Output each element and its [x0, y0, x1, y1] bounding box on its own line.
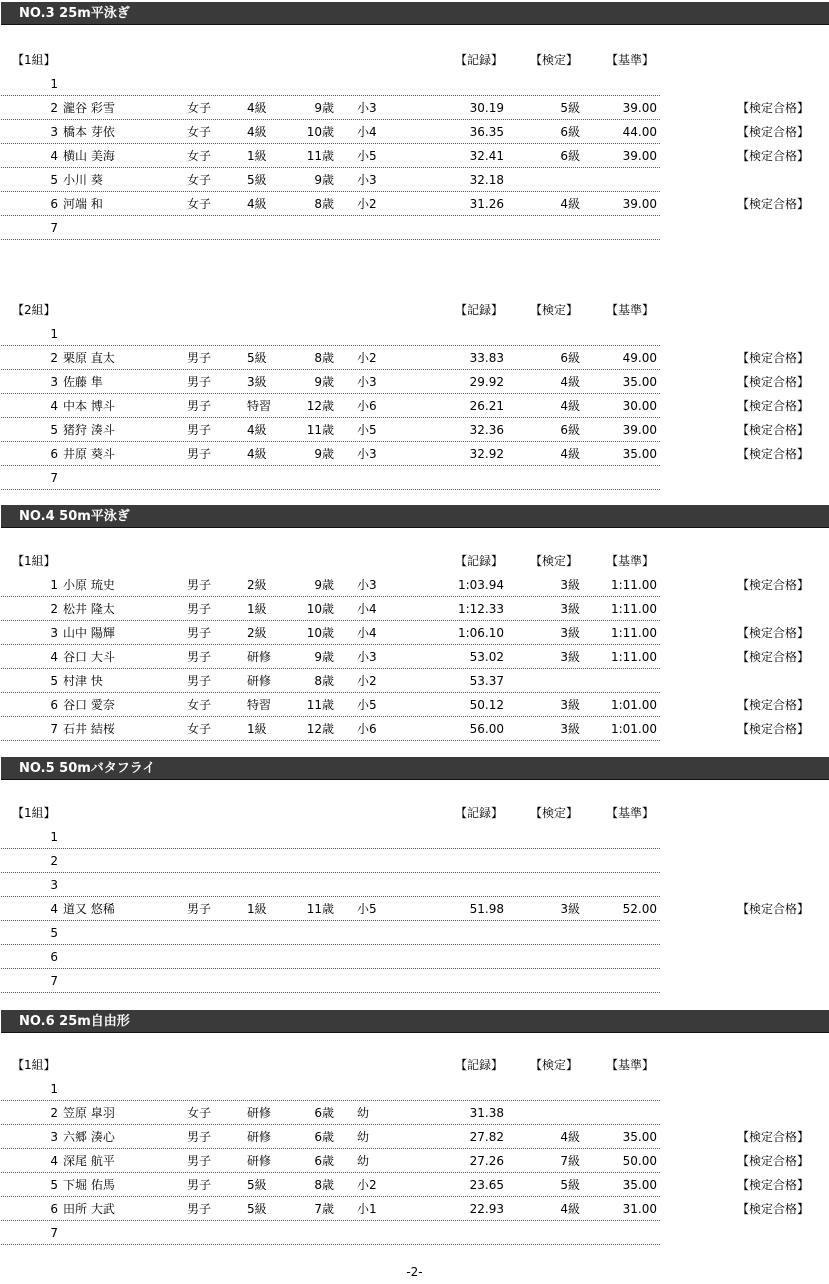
swimmer-name: 井原 葵斗 [63, 447, 115, 461]
level: 4級 [247, 447, 267, 461]
table-row [0, 717, 660, 741]
level: 4級 [247, 423, 267, 437]
record-time: 1:06.10 [457, 626, 504, 640]
gender: 男子 [187, 902, 212, 916]
table-row [0, 825, 660, 849]
level: 1級 [247, 722, 267, 736]
gender: 男子 [187, 1178, 212, 1192]
cert-level: 3級 [560, 722, 580, 736]
lane-number: 1 [50, 1082, 58, 1096]
table-row [0, 1101, 660, 1125]
school-grade: 小2 [357, 351, 377, 365]
level: 特習 [247, 399, 272, 413]
section-header: NO.4 50m平泳ぎ [1, 505, 829, 528]
swimmer-name: 田所 大武 [63, 1202, 115, 1216]
standard-time: 1:11.00 [610, 626, 657, 640]
swimmer-name: 橋本 芽依 [63, 125, 115, 139]
school-grade: 小5 [357, 423, 377, 437]
standard-time: 1:11.00 [610, 602, 657, 616]
swimmer-name: 横山 美海 [63, 149, 115, 163]
school-grade: 小5 [357, 698, 377, 712]
level: 研修 [247, 1130, 272, 1144]
lane-number: 6 [50, 950, 58, 964]
pass-badge: 【検定合格】 [737, 399, 810, 413]
table-row [0, 1197, 660, 1221]
table-row [0, 322, 660, 346]
record-time: 30.19 [469, 101, 504, 115]
level: 1級 [247, 149, 267, 163]
table-row [0, 144, 660, 168]
level: 5級 [247, 173, 267, 187]
age: 6歳 [314, 1106, 334, 1120]
school-grade: 小3 [357, 650, 377, 664]
school-grade: 小1 [357, 1202, 377, 1216]
gender: 男子 [187, 1202, 212, 1216]
lane-number: 5 [50, 1178, 58, 1192]
gender: 男子 [187, 1154, 212, 1168]
group-label: 【1組】 [12, 53, 56, 67]
lane-number: 6 [50, 1202, 58, 1216]
lane-number: 3 [50, 375, 58, 389]
lane-number: 4 [50, 650, 58, 664]
gender: 男子 [187, 626, 212, 640]
swimmer-name: 小川 葵 [63, 173, 103, 187]
standard-time: 1:01.00 [610, 722, 657, 736]
table-row [0, 394, 660, 418]
level: 4級 [247, 101, 267, 115]
group-label: 【2組】 [12, 303, 56, 317]
table-row [0, 1125, 660, 1149]
cert-level: 4級 [560, 1202, 580, 1216]
group-label: 【1組】 [12, 1058, 56, 1072]
age: 11歳 [306, 423, 334, 437]
section-header: NO.5 50mバタフライ [1, 757, 829, 780]
table-row [0, 1077, 660, 1101]
cert-level: 3級 [560, 698, 580, 712]
swimmer-name: 小原 琉史 [63, 578, 115, 592]
pass-badge: 【検定合格】 [737, 351, 810, 365]
table-row [0, 168, 660, 192]
level: 2級 [247, 578, 267, 592]
swimmer-name: 栗原 直太 [63, 351, 115, 365]
gender: 女子 [187, 125, 212, 139]
standard-time: 35.00 [622, 447, 657, 461]
level: 4級 [247, 197, 267, 211]
table-row [0, 1149, 660, 1173]
level: 1級 [247, 902, 267, 916]
standard-time: 31.00 [622, 1202, 657, 1216]
swimmer-name: 瀧谷 彩雪 [63, 101, 115, 115]
record-time: 50.12 [469, 698, 504, 712]
lane-number: 3 [50, 878, 58, 892]
row-dotted-rule [1, 489, 660, 490]
pass-badge: 【検定合格】 [737, 626, 810, 640]
swimmer-name: 中本 博斗 [63, 399, 115, 413]
cert-level: 7級 [560, 1154, 580, 1168]
gender: 男子 [187, 602, 212, 616]
school-grade: 小6 [357, 722, 377, 736]
table-row [0, 621, 660, 645]
lane-number: 4 [50, 902, 58, 916]
school-grade: 小5 [357, 149, 377, 163]
record-time: 1:12.33 [457, 602, 504, 616]
age: 9歳 [314, 173, 334, 187]
cert-level: 6級 [560, 423, 580, 437]
standard-time: 52.00 [622, 902, 657, 916]
table-row [0, 969, 660, 993]
swimmer-name: 道又 悠稀 [63, 902, 115, 916]
swimmer-name: 河端 和 [63, 197, 103, 211]
section-header: NO.6 25m自由形 [1, 1010, 829, 1033]
school-grade: 小3 [357, 578, 377, 592]
school-grade: 小4 [357, 626, 377, 640]
swimmer-name: 石井 結桜 [63, 722, 115, 736]
lane-number: 1 [50, 830, 58, 844]
swimmer-name: 六郷 湊心 [63, 1130, 115, 1144]
table-row [0, 1221, 660, 1245]
table-row [0, 849, 660, 873]
table-row [0, 597, 660, 621]
school-grade: 幼 [357, 1154, 370, 1168]
cert-level: 3級 [560, 650, 580, 664]
lane-number: 5 [50, 423, 58, 437]
column-header-record: 【記録】 [455, 806, 504, 820]
age: 6歳 [314, 1130, 334, 1144]
age: 9歳 [314, 650, 334, 664]
table-row [0, 192, 660, 216]
pass-badge: 【検定合格】 [737, 722, 810, 736]
gender: 女子 [187, 722, 212, 736]
group-label: 【1組】 [12, 554, 56, 568]
gender: 女子 [187, 1106, 212, 1120]
gender: 女子 [187, 101, 212, 115]
level: 4級 [247, 125, 267, 139]
lane-number: 3 [50, 125, 58, 139]
column-header-standard: 【基準】 [606, 53, 655, 67]
pass-badge: 【検定合格】 [737, 1202, 810, 1216]
standard-time: 44.00 [622, 125, 657, 139]
lane-number: 6 [50, 447, 58, 461]
pass-badge: 【検定合格】 [737, 698, 810, 712]
record-time: 33.83 [469, 351, 504, 365]
gender: 女子 [187, 197, 212, 211]
standard-time: 1:01.00 [610, 698, 657, 712]
age: 11歳 [306, 698, 334, 712]
cert-level: 3級 [560, 602, 580, 616]
level: 5級 [247, 351, 267, 365]
table-row [0, 921, 660, 945]
pass-badge: 【検定合格】 [737, 125, 810, 139]
school-grade: 小3 [357, 447, 377, 461]
lane-number: 4 [50, 1154, 58, 1168]
lane-number: 3 [50, 1130, 58, 1144]
age: 8歳 [314, 197, 334, 211]
cert-level: 4級 [560, 375, 580, 389]
age: 12歳 [306, 399, 334, 413]
group-label: 【1組】 [12, 806, 56, 820]
section-header: NO.3 25m平泳ぎ [1, 2, 829, 25]
record-time: 27.82 [469, 1130, 504, 1144]
record-time: 32.92 [469, 447, 504, 461]
swimmer-name: 下堀 佑馬 [63, 1178, 115, 1192]
standard-time: 35.00 [622, 1178, 657, 1192]
table-row [0, 573, 660, 597]
lane-number: 2 [50, 854, 58, 868]
school-grade: 小4 [357, 125, 377, 139]
gender: 女子 [187, 173, 212, 187]
record-time: 26.21 [469, 399, 504, 413]
age: 12歳 [306, 722, 334, 736]
record-time: 53.02 [469, 650, 504, 664]
swimmer-name: 谷口 大斗 [63, 650, 115, 664]
row-dotted-rule [1, 992, 660, 993]
standard-time: 39.00 [622, 149, 657, 163]
record-time: 36.35 [469, 125, 504, 139]
level: 研修 [247, 1154, 272, 1168]
table-row [0, 669, 660, 693]
column-header-standard: 【基準】 [606, 1058, 655, 1072]
cert-level: 6級 [560, 149, 580, 163]
lane-number: 7 [50, 471, 58, 485]
lane-number: 5 [50, 926, 58, 940]
pass-badge: 【検定合格】 [737, 149, 810, 163]
level: 2級 [247, 626, 267, 640]
page-number: -2- [406, 1265, 423, 1279]
gender: 男子 [187, 650, 212, 664]
column-header-cert: 【検定】 [530, 806, 579, 820]
pass-badge: 【検定合格】 [737, 1130, 810, 1144]
table-row [0, 873, 660, 897]
cert-level: 3級 [560, 902, 580, 916]
record-time: 1:03.94 [457, 578, 504, 592]
age: 10歳 [306, 626, 334, 640]
gender: 女子 [187, 698, 212, 712]
swimmer-name: 山中 陽輝 [63, 626, 115, 640]
standard-time: 49.00 [622, 351, 657, 365]
gender: 男子 [187, 447, 212, 461]
table-row [0, 693, 660, 717]
lane-number: 4 [50, 399, 58, 413]
gender: 男子 [187, 423, 212, 437]
swimmer-name: 深尾 航平 [63, 1154, 115, 1168]
level: 研修 [247, 1106, 272, 1120]
age: 8歳 [314, 351, 334, 365]
level: 5級 [247, 1178, 267, 1192]
pass-badge: 【検定合格】 [737, 1154, 810, 1168]
record-time: 31.38 [469, 1106, 504, 1120]
pass-badge: 【検定合格】 [737, 423, 810, 437]
age: 9歳 [314, 101, 334, 115]
gender: 男子 [187, 578, 212, 592]
lane-number: 2 [50, 351, 58, 365]
gender: 男子 [187, 351, 212, 365]
cert-level: 4級 [560, 447, 580, 461]
standard-time: 35.00 [622, 1130, 657, 1144]
record-time: 32.18 [469, 173, 504, 187]
age: 9歳 [314, 578, 334, 592]
standard-time: 39.00 [622, 101, 657, 115]
table-row [0, 120, 660, 144]
school-grade: 小5 [357, 902, 377, 916]
cert-level: 4級 [560, 1130, 580, 1144]
pass-badge: 【検定合格】 [737, 650, 810, 664]
column-header-cert: 【検定】 [530, 554, 579, 568]
pass-badge: 【検定合格】 [737, 101, 810, 115]
pass-badge: 【検定合格】 [737, 578, 810, 592]
pass-badge: 【検定合格】 [737, 902, 810, 916]
level: 特習 [247, 698, 272, 712]
lane-number: 1 [50, 578, 58, 592]
level: 研修 [247, 674, 272, 688]
table-row [0, 645, 660, 669]
record-time: 22.93 [469, 1202, 504, 1216]
lane-number: 7 [50, 221, 58, 235]
cert-level: 3級 [560, 626, 580, 640]
level: 3級 [247, 375, 267, 389]
lane-number: 7 [50, 974, 58, 988]
lane-number: 5 [50, 674, 58, 688]
table-row [0, 370, 660, 394]
school-grade: 小2 [357, 197, 377, 211]
school-grade: 幼 [357, 1106, 370, 1120]
standard-time: 1:11.00 [610, 650, 657, 664]
standard-time: 30.00 [622, 399, 657, 413]
table-row [0, 72, 660, 96]
standard-time: 50.00 [622, 1154, 657, 1168]
record-time: 32.36 [469, 423, 504, 437]
lane-number: 2 [50, 101, 58, 115]
record-time: 29.92 [469, 375, 504, 389]
age: 6歳 [314, 1154, 334, 1168]
table-row [0, 96, 660, 120]
lane-number: 3 [50, 626, 58, 640]
cert-level: 6級 [560, 351, 580, 365]
row-dotted-rule [1, 740, 660, 741]
table-row [0, 945, 660, 969]
level: 5級 [247, 1202, 267, 1216]
standard-time: 39.00 [622, 423, 657, 437]
school-grade: 小6 [357, 399, 377, 413]
school-grade: 幼 [357, 1130, 370, 1144]
cert-level: 6級 [560, 125, 580, 139]
age: 11歳 [306, 149, 334, 163]
column-header-standard: 【基準】 [606, 554, 655, 568]
age: 11歳 [306, 902, 334, 916]
column-header-cert: 【検定】 [530, 1058, 579, 1072]
record-time: 51.98 [469, 902, 504, 916]
table-row [0, 346, 660, 370]
column-header-record: 【記録】 [455, 53, 504, 67]
age: 9歳 [314, 447, 334, 461]
lane-number: 4 [50, 149, 58, 163]
age: 9歳 [314, 375, 334, 389]
gender: 男子 [187, 399, 212, 413]
level: 1級 [247, 602, 267, 616]
cert-level: 4級 [560, 197, 580, 211]
pass-badge: 【検定合格】 [737, 375, 810, 389]
lane-number: 7 [50, 722, 58, 736]
record-time: 32.41 [469, 149, 504, 163]
table-row [0, 897, 660, 921]
table-row [0, 418, 660, 442]
column-header-record: 【記録】 [455, 1058, 504, 1072]
column-header-cert: 【検定】 [530, 53, 579, 67]
table-row [0, 216, 660, 240]
row-dotted-rule [1, 239, 660, 240]
record-time: 31.26 [469, 197, 504, 211]
pass-badge: 【検定合格】 [737, 197, 810, 211]
column-header-record: 【記録】 [455, 554, 504, 568]
column-header-standard: 【基準】 [606, 806, 655, 820]
school-grade: 小3 [357, 101, 377, 115]
record-time: 53.37 [469, 674, 504, 688]
swimmer-name: 村津 快 [63, 674, 103, 688]
column-header-record: 【記録】 [455, 303, 504, 317]
row-dotted-rule [1, 1244, 660, 1245]
record-time: 56.00 [469, 722, 504, 736]
age: 10歳 [306, 602, 334, 616]
swimmer-name: 松井 隆太 [63, 602, 115, 616]
gender: 女子 [187, 149, 212, 163]
age: 10歳 [306, 125, 334, 139]
age: 7歳 [314, 1202, 334, 1216]
standard-time: 39.00 [622, 197, 657, 211]
swimmer-name: 谷口 愛奈 [63, 698, 115, 712]
table-row [0, 1173, 660, 1197]
gender: 男子 [187, 375, 212, 389]
school-grade: 小3 [357, 173, 377, 187]
cert-level: 5級 [560, 101, 580, 115]
school-grade: 小2 [357, 674, 377, 688]
cert-level: 4級 [560, 399, 580, 413]
lane-number: 2 [50, 1106, 58, 1120]
lane-number: 5 [50, 173, 58, 187]
lane-number: 6 [50, 698, 58, 712]
lane-number: 1 [50, 77, 58, 91]
age: 8歳 [314, 1178, 334, 1192]
lane-number: 1 [50, 327, 58, 341]
lane-number: 2 [50, 602, 58, 616]
table-row [0, 466, 660, 490]
school-grade: 小2 [357, 1178, 377, 1192]
cert-level: 3級 [560, 578, 580, 592]
record-time: 23.65 [469, 1178, 504, 1192]
column-header-cert: 【検定】 [530, 303, 579, 317]
gender: 男子 [187, 674, 212, 688]
age: 8歳 [314, 674, 334, 688]
column-header-standard: 【基準】 [606, 303, 655, 317]
cert-level: 5級 [560, 1178, 580, 1192]
standard-time: 35.00 [622, 375, 657, 389]
swimmer-name: 猪狩 湊斗 [63, 423, 115, 437]
pass-badge: 【検定合格】 [737, 447, 810, 461]
swimmer-name: 笠原 皐羽 [63, 1106, 115, 1120]
lane-number: 7 [50, 1226, 58, 1240]
swimmer-name: 佐藤 隼 [63, 375, 103, 389]
level: 研修 [247, 650, 272, 664]
school-grade: 小3 [357, 375, 377, 389]
record-time: 27.26 [469, 1154, 504, 1168]
gender: 男子 [187, 1130, 212, 1144]
standard-time: 1:11.00 [610, 578, 657, 592]
lane-number: 6 [50, 197, 58, 211]
table-row [0, 442, 660, 466]
school-grade: 小4 [357, 602, 377, 616]
pass-badge: 【検定合格】 [737, 1178, 810, 1192]
